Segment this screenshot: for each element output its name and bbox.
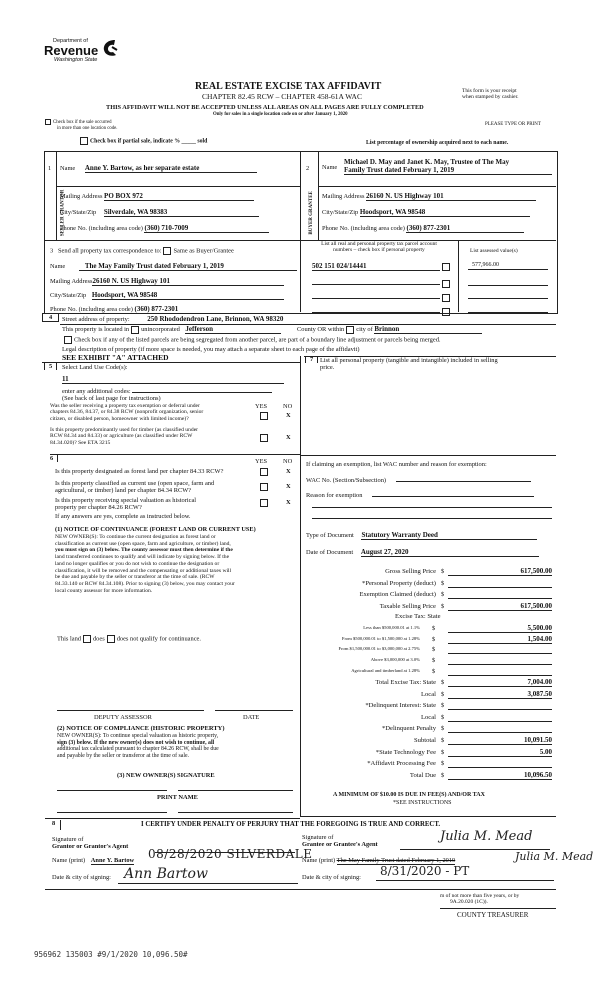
tax-row-label: Exemption Claimed (deduct) [359, 591, 436, 598]
dollar-sign: $ [432, 646, 436, 654]
q5-2-no-answer[interactable]: X [286, 434, 291, 441]
grantor-sig-label-2: Grantor or Grantor's Agent [52, 843, 129, 851]
grantee-date-label: Date & city of signing: [302, 874, 361, 881]
grantee-date-city: 8/31/2020 - PT [380, 864, 470, 878]
form-title: REAL ESTATE EXCISE TAX AFFIDAVIT [195, 81, 382, 92]
does-not-checkbox[interactable] [107, 635, 115, 643]
section-3-label: Send all property tax correspondence to: [58, 247, 162, 255]
corr-city-label: City/State/Zip [50, 292, 87, 299]
grantee-date-row [302, 874, 361, 881]
buyer-mail-field[interactable]: 26160 N. US Highway 101 [366, 192, 536, 201]
corr-city-field[interactable]: Hoodsport, WA 98548 [92, 291, 284, 300]
buyer-name-label: Name [322, 164, 338, 171]
parcel-personal-checkbox-1[interactable] [442, 263, 450, 271]
tax-row-value[interactable]: 10,091.50 [448, 736, 552, 745]
receipt-note-1: This form is your receipt [462, 88, 517, 94]
located-row [62, 325, 482, 334]
tax-row-label: Agricultural and timberland at 1.28% [351, 667, 420, 673]
notice1-line: NEW OWNER(S): To continue the current designation as forest land or [55, 534, 216, 540]
yes-header: YES [255, 403, 268, 410]
seller-name-row [60, 164, 257, 173]
seller-city-field[interactable]: Silverdale, WA 98383 [104, 208, 259, 217]
section-3-number: 3 [50, 247, 54, 255]
notice-compliance-title: (2) NOTICE OF COMPLIANCE (HISTORIC PROPERTY) [57, 725, 225, 732]
city-field[interactable]: Brinnon [374, 325, 482, 334]
see-instructions-note: *SEE INSTRUCTIONS [393, 800, 452, 806]
seller-city-row [60, 208, 259, 217]
segregated-label: Check box if any of the listed parcels are being segregated from another parcel, are part of a boundary line adjustment or parcels being merged. [74, 336, 441, 344]
grantor-name-field[interactable]: Anne Y. Bartow [90, 857, 135, 864]
notice1-line: local county assessor for more information. [55, 587, 153, 594]
seller-name-label: Name [60, 165, 76, 172]
dollar-sign: $ [432, 667, 436, 675]
tax-row-value[interactable] [448, 656, 552, 665]
seller-mail-row [60, 192, 254, 201]
tax-row-label: From $1,500,000.01 to $3,000,000 at 2.75% [338, 646, 420, 652]
q6-3-line-1: Is this property receiving special valuation as historical [55, 497, 197, 504]
grantee-signature-label [302, 834, 378, 849]
q6-3-no-answer[interactable]: X [286, 499, 291, 506]
grantor-handwritten-date-city: 08/28/2020 SILVERDALE [148, 847, 313, 861]
q5-1-no-answer[interactable]: X [286, 412, 291, 419]
buyer-phone-row [322, 224, 524, 233]
q6-1-no-answer[interactable]: X [286, 468, 291, 475]
seller-side-label: SELLER GRANTOR [60, 189, 66, 237]
tax-row-label: *Personal Property (deduct) [362, 579, 436, 587]
location-check-label-2: in more than one location code. [57, 125, 118, 131]
q5-2-line-3: 84.34.020)? See ETA 3215 [50, 439, 111, 446]
this-land-label: This land [57, 635, 81, 643]
buyer-name-line-1: Michael D. May and Janet K. May, Trustee of The May [344, 158, 510, 166]
dollar-sign: $ [432, 625, 436, 632]
tax-row-label: *State Technology Fee [375, 748, 436, 756]
pp-label-2: price. [320, 364, 335, 372]
corr-phone-field[interactable]: (360) 877-2301 [134, 305, 266, 314]
dollar-sign: $ [432, 635, 436, 643]
reason-row [306, 489, 534, 499]
parcel-personal-checkbox-3[interactable] [442, 294, 450, 302]
doc-type-label: Type of Document [306, 532, 354, 539]
section-4-number: 4 [42, 313, 59, 322]
exemption-label: If claiming an exemption, list WAC number and reason for exemption: [306, 461, 487, 468]
seller-name-field[interactable]: Anne Y. Bartow, as her separate estate [85, 164, 257, 173]
q5-2 [50, 427, 198, 446]
grantee-name-handwritten: Julia M. Mead [515, 850, 594, 863]
doc-date-field[interactable]: August 27, 2020 [361, 548, 539, 557]
see-back-note: (See back of last page for instructions) [62, 395, 161, 402]
doc-type-field[interactable]: Statutory Warranty Deed [361, 531, 537, 540]
unincorporated-label: unincorporated [141, 326, 180, 333]
dollar-sign: $ [441, 713, 445, 721]
logo-swirl-icon [101, 38, 119, 58]
tax-row-label: *Delinquent Penalty [381, 725, 436, 733]
seller-phone-label: Phone No. (including area code) [60, 225, 143, 232]
q5-1 [50, 403, 203, 422]
notice1-line: you must sign on (3) below. The county assessor must then determine if the [55, 547, 233, 554]
seller-phone-row [60, 224, 269, 233]
tax-row-value[interactable]: 1,504.00 [448, 635, 552, 644]
dollar-sign: $ [441, 771, 445, 779]
parcel-personal-checkbox-2[interactable] [442, 280, 450, 288]
corr-name-field[interactable]: The May Family Trust dated February 1, 2019 [79, 262, 297, 271]
form-chapter: CHAPTER 82.45 RCW – CHAPTER 458-61A WAC [202, 92, 362, 101]
unincorporated-checkbox[interactable] [131, 326, 139, 334]
doc-date-row [306, 548, 539, 557]
notice-continuance-text [55, 534, 235, 594]
parcel-row-4 [312, 304, 452, 316]
buyer-name-row [322, 158, 510, 175]
section-7-number: 7 [305, 356, 318, 363]
buyer-name-line-2: Family Trust dated February 1, 2019 [344, 166, 552, 175]
additional-codes-row [62, 385, 272, 395]
receipt-note-2: when stamped by cashier. [462, 94, 519, 101]
parcel-field-3[interactable] [312, 290, 440, 299]
grantor-signature-label [52, 836, 128, 851]
corr-city-row [50, 291, 284, 300]
does-not-label: does not qualify for continuance. [116, 635, 201, 643]
grantee-signature: Julia M. Mead [440, 829, 533, 844]
q5-1-line-1: Was the seller receiving a property tax exemption or deferral under [50, 403, 200, 409]
wac-label: WAC No. (Section/Subsection) [306, 477, 387, 484]
tax-row-value[interactable] [448, 645, 552, 654]
street-row [62, 315, 283, 323]
tax-row-label: Gross Selling Price [385, 568, 436, 575]
grantor-signature: Ann Bartow [124, 866, 208, 882]
corr-name-row [50, 262, 297, 271]
additional-codes-field[interactable] [132, 385, 272, 393]
logo-name: Revenue [44, 43, 99, 59]
tax-row-label: *Delinquent Interest: State [365, 702, 436, 710]
grantor-date-label: Date & city of signing: [52, 874, 111, 881]
tax-row-label: Taxable Selling Price [379, 602, 436, 610]
excise-tax-header: Excise Tax: State [395, 613, 441, 620]
parcels-header [302, 241, 456, 254]
partial-sale-checkbox[interactable] [80, 137, 88, 145]
section-5-number: 5 [44, 363, 57, 370]
corr-phone-label: Phone No. (including area code) [50, 306, 133, 313]
dollar-sign: $ [441, 579, 445, 587]
buyer-phone-label: Phone No. (including area code) [322, 225, 405, 232]
tax-row-value[interactable] [448, 701, 552, 710]
doc-date-label: Date of Document [306, 549, 354, 556]
does-label: does [92, 635, 105, 643]
reason-field[interactable] [372, 489, 534, 497]
located-label: This property is located in [62, 326, 130, 333]
buyer-city-label: City/State/Zip [322, 209, 359, 216]
section-3-header [50, 247, 234, 255]
does-checkbox[interactable] [83, 635, 91, 643]
s6-yes-header: YES [255, 458, 268, 465]
notice1-line: classification, it will be removed and the compensating or additional taxes will [55, 567, 232, 574]
buyer-city-field[interactable]: Hoodsport, WA 98548 [360, 208, 530, 217]
tax-row-value[interactable]: 7,004.00 [448, 678, 552, 687]
dollar-sign: $ [441, 702, 445, 710]
tax-row-label: Local [420, 690, 436, 698]
tax-row-label: Local [420, 713, 436, 721]
parcels-header-1: List all real and personal property tax parcel account [321, 241, 437, 247]
s6-no-header: NO [283, 458, 293, 465]
dollar-sign: $ [441, 725, 445, 733]
partial-sale-check[interactable] [78, 137, 207, 145]
q6-2-line-1: Is this property classified as current use (open space, farm and [55, 480, 215, 487]
notice2-line: additional tax calculated pursuant to chapter 84.26 RCW, shall be due [57, 746, 219, 753]
form-only-for: Only for sales in a single location code on or after January 1, 2020 [213, 112, 348, 117]
segregated-checkbox[interactable] [64, 336, 72, 344]
dor-logo [44, 38, 98, 64]
land-use-label: Select Land Use Code(s): [62, 364, 128, 371]
minimum-due-note: A MINIMUM OF $10.00 IS DUE IN FEE(S) AND/OR TAX [333, 792, 485, 798]
location-check[interactable] [43, 119, 117, 131]
county-or-label: County OR within [297, 326, 345, 333]
notice1-line: land no longer qualifies or you do not wish to continue the designation or [55, 560, 220, 567]
partial-sale-label: Check box if partial sale, indicate % _____ sold [90, 138, 208, 145]
land-use-row [62, 375, 284, 384]
notice1-line: classification as current use (open space, farm and agriculture, or timber) land, [55, 540, 231, 547]
q5-1-yes-checkbox[interactable] [260, 412, 268, 420]
parcel-field-1[interactable]: 502 151 024/14441 [312, 262, 440, 271]
tax-row-value[interactable] [448, 667, 552, 676]
notice-continuance-title: (1) NOTICE OF CONTINUANCE (FOREST LAND OR CURRENT USE) [55, 526, 256, 533]
parcel-personal-checkbox-4[interactable] [442, 308, 450, 316]
corr-mail-field[interactable]: 26160 N. US Highway 101 [92, 277, 284, 286]
buyer-mail-label: Mailing Address [322, 193, 365, 200]
buyer-phone-field[interactable]: (360) 877-2301 [406, 224, 524, 233]
q6-3-yes-checkbox[interactable] [260, 499, 268, 507]
dollar-sign: $ [441, 568, 445, 575]
no-header: NO [283, 403, 293, 410]
assessed-row-1 [468, 261, 548, 270]
grantor-name-row [52, 857, 134, 864]
section-8-number: 8 [52, 820, 61, 830]
if-yes-note: If any answers are yes, complete as instructed below. [55, 513, 191, 520]
county-treasurer-label: COUNTY TREASURER [457, 911, 529, 919]
street-label: Street address of property: [62, 316, 130, 323]
segregated-row [62, 336, 441, 344]
parcel-row-2 [312, 276, 452, 288]
q6-3 [55, 497, 196, 512]
q6-1: Is this property designated as forest land per chapter 84.33 RCW? [55, 468, 224, 475]
q6-2-no-answer[interactable]: X [286, 483, 291, 490]
q6-3-line-2: property per chapter 84.26 RCW? [55, 504, 142, 512]
grantee-sig-label-1: Signature of [302, 834, 334, 841]
tax-row-value[interactable] [448, 759, 552, 768]
additional-codes-label: enter any additional codes: [62, 388, 131, 395]
tax-row-value[interactable] [448, 724, 552, 733]
notice-compliance-text [57, 733, 219, 760]
notice1-line: be due and payable by the seller or transferor at the time of sale. (RCW [55, 574, 215, 581]
dollar-sign: $ [441, 591, 445, 598]
land-use-code-field[interactable]: 11 [62, 375, 284, 384]
pp-label-1: List all personal property (tangible and intangible) included in selling [320, 357, 498, 364]
reason-label: Reason for exemption [306, 492, 363, 499]
tax-row-label: Total Due [409, 771, 436, 779]
q5-2-yes-checkbox[interactable] [260, 434, 268, 442]
personal-property-label [320, 357, 498, 372]
wac-row [306, 474, 531, 484]
tax-row-label: Total Excise Tax: State [375, 679, 436, 686]
dollar-sign: $ [441, 760, 445, 768]
section-6-number: 6 [50, 455, 58, 462]
print-name-label: PRINT NAME [157, 794, 198, 801]
logo-dept: Department of [53, 38, 88, 44]
grantee-name-field[interactable]: The May Family Trust dated February 1, 2019 [336, 857, 456, 864]
perjury-line-2: 9A.20.020 (1C)). [450, 899, 488, 906]
q6-1-yes-checkbox[interactable] [260, 468, 268, 476]
legal-description-label: Legal description of property (if more space is needed, you may attach a separate sheet to each page of the affidavit) [62, 346, 360, 353]
corr-phone-row [50, 305, 266, 314]
parcel-field-4[interactable] [312, 304, 440, 313]
dollar-sign: $ [441, 602, 445, 610]
qualify-row [57, 635, 201, 643]
notice2-line: sign (3) below. If the new owner(s) does not wish to continue, all [57, 739, 215, 746]
same-as-buyer-checkbox[interactable] [163, 247, 171, 255]
parcels-header-2: numbers – check box if personal property [333, 247, 425, 254]
seller-phone-field[interactable]: (360) 710-7009 [144, 224, 269, 233]
please-type: PLEASE TYPE OR PRINT [485, 122, 541, 127]
buyer-city-row [322, 208, 530, 217]
tax-row-value[interactable]: 3,087.50 [448, 690, 552, 699]
tax-row-value[interactable]: 617,500.00 [448, 567, 552, 576]
section-1-number: 1 [48, 165, 52, 172]
q6-2-yes-checkbox[interactable] [260, 483, 268, 491]
perjury-note [440, 893, 519, 906]
parcel-field-2[interactable] [312, 276, 440, 285]
form-warning: THIS AFFIDAVIT WILL NOT BE ACCEPTED UNLESS ALL AREAS ON ALL PAGES ARE FULLY COMPLETED [106, 104, 424, 111]
doc-type-row [306, 531, 537, 540]
q5-1-line-2: chapters 84.36, 84.37, or 84.38 RCW (nonprofit organization, senior [50, 409, 204, 416]
tax-row-value[interactable]: 5.00 [448, 748, 552, 757]
buyer-side-label: BUYER GRANTEE [308, 191, 314, 235]
assessor-date-label: DATE [243, 714, 260, 721]
location-checkbox[interactable] [45, 119, 51, 125]
grantee-name-label: Name (print) [302, 857, 336, 864]
city-of-label: city of [356, 326, 373, 333]
location-check-label: Check box if the sale occurred [53, 120, 112, 126]
buyer-name-field[interactable] [344, 158, 552, 175]
tax-row-value[interactable] [448, 590, 552, 599]
perjury-line-1: m of not more than five years, or by [440, 893, 520, 899]
q6-2 [55, 480, 214, 495]
tax-row-label: *Affidavit Processing Fee [367, 760, 436, 768]
tax-row-label: Above $3,000,000 at 3.0% [370, 657, 420, 663]
notice2-line: NEW OWNER(S): To continue special valuation as historic property, [57, 733, 219, 739]
county-field[interactable]: Jefferson [185, 325, 281, 334]
dollar-sign: $ [441, 748, 445, 756]
assessed-field-1[interactable]: 577,966.00 [468, 262, 548, 270]
new-owner-signature-label: (3) NEW OWNER(S) SIGNATURE [117, 772, 215, 779]
same-as-buyer-label: Same as Buyer/Grantee [173, 247, 234, 255]
q5-2-line-2: RCW 84.34 and 84.33) or agriculture (as classified under RCW [50, 433, 193, 440]
corr-mail-row [50, 277, 284, 286]
tax-row-value[interactable]: 5,500.00 [448, 624, 552, 633]
notice1-line: 84.33.140 or RCW 84.34.108). Prior to signing (3) below, you may contact your [55, 580, 235, 587]
grantor-sig-label-1: Signature of [52, 836, 84, 843]
parcel-row-3 [312, 290, 452, 302]
logo-state: Washington State [54, 57, 98, 64]
street-field[interactable]: 250 Rhododendron Lane, Brinnon, WA 98320 [147, 315, 284, 323]
corr-name-label: Name [50, 263, 66, 270]
parcel-row-1 [312, 262, 452, 271]
dollar-sign: $ [432, 657, 436, 665]
seller-mail-field[interactable]: PO BOX 972 [104, 192, 254, 201]
tax-row-label: Less than $500,000.01 at 1.1% [363, 625, 420, 630]
cashier-receipt-stamp: 956962 135003 #9/1/2020 10,096.50# [34, 950, 188, 959]
seller-city-label: City/State/Zip [60, 209, 97, 216]
city-checkbox[interactable] [346, 326, 354, 334]
q5-1-line-3: citizen, or disabled person, homeowner with limited income)? [50, 415, 189, 422]
q6-2-line-2: agricultural, or timber) land per chapter 84.34 RCW? [55, 487, 192, 495]
grantee-sig-label-2: Grantee or Grantee's Agent [302, 841, 378, 849]
dollar-sign: $ [441, 690, 445, 698]
legal-description-field[interactable]: SEE EXHIBIT "A" ATTACHED [62, 353, 169, 362]
list-percentage: List percentage of ownership acquired next to each name. [366, 140, 509, 146]
tax-row-label: Subtotal [414, 737, 436, 744]
buyer-mail-row [322, 192, 536, 201]
tax-row-label: From $500,000.01 to $1,500,000 at 1.28% [341, 635, 420, 641]
receipt-note [462, 88, 519, 101]
corr-mail-label: Mailing Address [50, 278, 93, 285]
tax-row-value[interactable]: 10,096.50 [448, 771, 552, 780]
deputy-assessor-label: DEPUTY ASSESSOR [94, 714, 152, 721]
dollar-sign: $ [441, 679, 445, 686]
wac-field[interactable] [396, 474, 531, 482]
grantor-name-label: Name (print) [52, 857, 86, 864]
seller-mail-label: Mailing Address [60, 193, 103, 200]
section-2-number: 2 [306, 165, 310, 172]
notice2-line: and payable by the seller or transferor at the time of sale. [57, 752, 189, 759]
tax-row-value[interactable] [448, 579, 552, 588]
notice1-line: land transferred continues to qualify and will indicate by signing below. If the [55, 554, 230, 561]
certification-statement: I CERTIFY UNDER PENALTY OF PERJURY THAT THE FOREGOING IS TRUE AND CORRECT. [141, 821, 441, 828]
assessed-header: List assessed value(s) [470, 248, 518, 254]
dollar-sign: $ [441, 737, 445, 744]
tax-row-value[interactable] [448, 713, 552, 722]
q5-2-line-1: Is this property predominantly used for timber (as classified under [50, 427, 199, 433]
tax-row-value[interactable]: 617,500.00 [448, 602, 552, 611]
